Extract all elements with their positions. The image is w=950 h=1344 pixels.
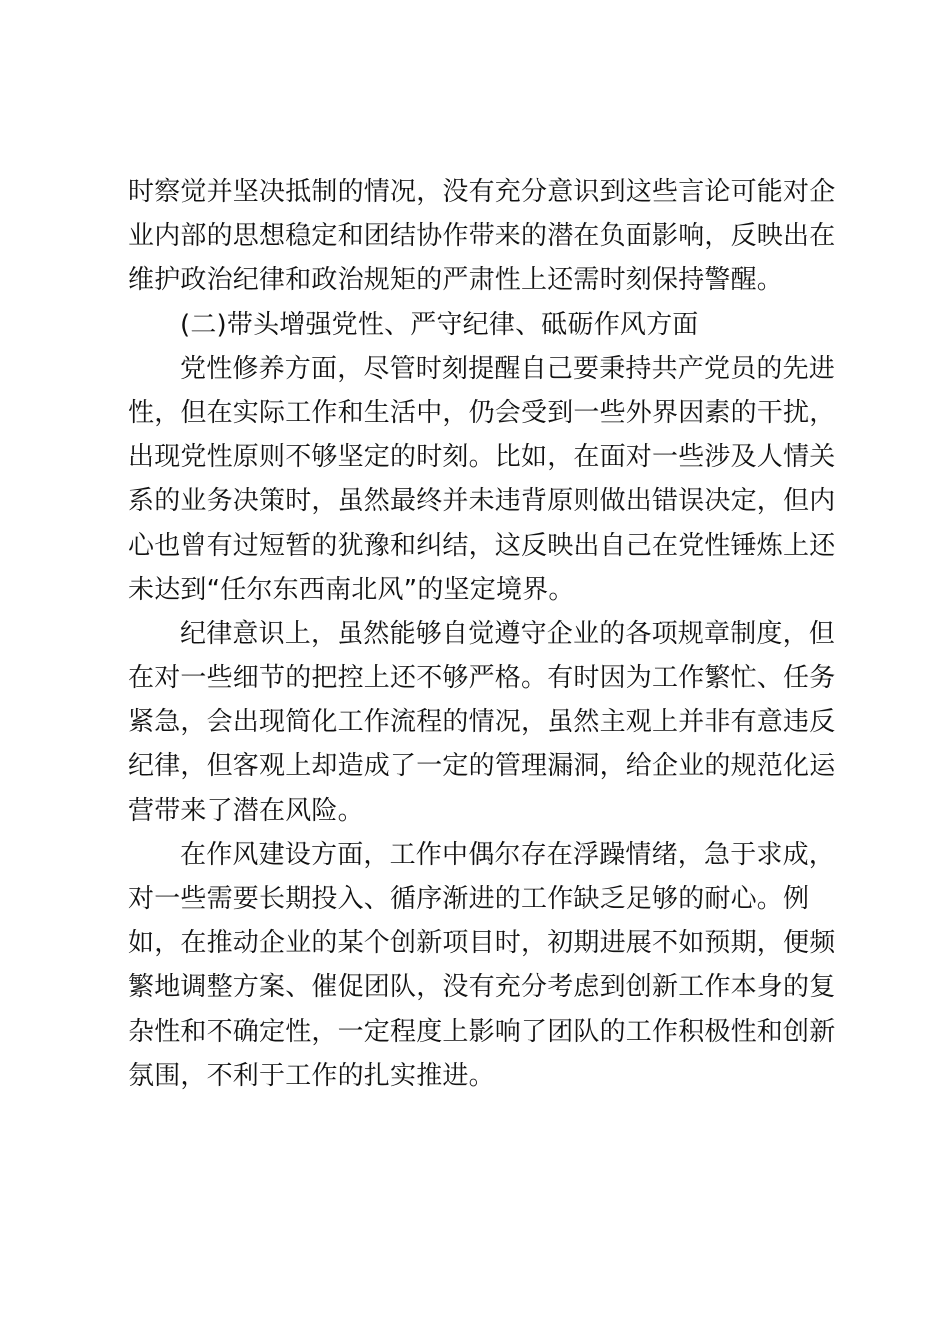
text-line: 时察觉并坚决抵制的情况，没有充分意识到这些言论可能对企 [128,177,836,207]
text-line: 性，但在实际工作和生活中，仍会受到一些外界因素的干扰， [128,397,836,428]
text-line: 维护政治纪律和政治规矩的严肃性上还需时刻保持警醒。 [128,265,784,296]
text-line: 业内部的思想稳定和团结协作带来的潜在负面影响，反映出在 [128,221,836,252]
text-line: 未达到“任尔东西南北风”的坚定境界。 [128,574,575,605]
paragraph-work-style [128,833,836,1098]
text-line: 系的业务决策时，虽然最终并未违背原则做出错误决定，但内 [128,486,836,517]
text-line: 党性修养方面，尽管时刻提醒自己要秉持共产党员的先进 [180,353,836,384]
paragraph-continuation [128,170,836,303]
section-heading [128,303,828,347]
text-line: 纪律，但客观上却造成了一定的管理漏洞，给企业的规范化运 [128,751,836,782]
text-line: 在作风建设方面，工作中偶尔存在浮躁情绪，急于求成， [180,839,836,870]
text-line: 对一些需要长期投入、循序渐进的工作缺乏足够的耐心。例 [128,884,810,914]
text-line: 紧急，会出现简化工作流程的情况，虽然主观上并非有意违反 [128,707,836,738]
text-line: 如，在推动企业的某个创新项目时，初期进展不如预期，便频 [128,928,836,959]
text-line: 杂性和不确定性，一定程度上影响了团队的工作积极性和创新 [128,1016,836,1047]
text-line: 心也曾有过短暂的犹豫和纠结，这反映出自己在党性锤炼上还 [128,530,836,561]
text-line: 在对一些细节的把控上还不够严格。有时因为工作繁忙、任务 [128,663,836,694]
text-line: 纪律意识上，虽然能够自觉遵守企业的各项规章制度，但 [180,618,836,649]
heading-line: (二)带头增强党性、严守纪律、砥砺作风方面 [180,309,699,340]
text-line: 出现党性原则不够坚定的时刻。比如，在面对一些涉及人情关 [128,442,836,473]
text-line: 营带来了潜在风险。 [128,795,364,826]
paragraph-discipline [128,612,836,833]
paragraph-party-spirit [128,347,836,612]
text-line: 氛围，不利于工作的扎实推进。 [128,1060,495,1091]
body-text [128,170,836,1098]
text-line: 繁地调整方案、催促团队，没有充分考虑到创新工作本身的复 [128,972,836,1003]
